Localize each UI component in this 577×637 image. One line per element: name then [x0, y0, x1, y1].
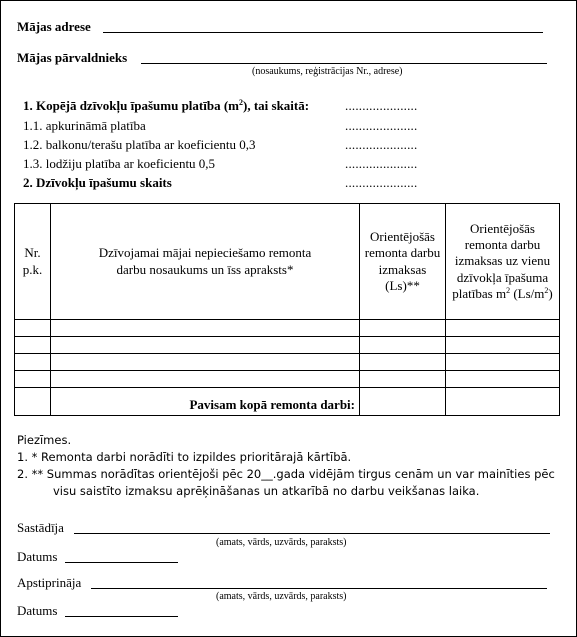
table-cell[interactable] [360, 320, 446, 337]
balcony-area-value[interactable]: ..................... [345, 137, 418, 152]
col-header-number: Nr. p.k. [15, 204, 51, 320]
notes-section [17, 432, 555, 500]
compiled-hint: (amats, vārds, uzvārds, paraksts) [216, 537, 347, 548]
table-cell[interactable] [15, 371, 51, 388]
table-cell[interactable] [446, 354, 560, 371]
col-header-cost: Orientējošās remonta darbu izmaksas (Ls)** [360, 204, 446, 320]
apartment-count-label: 2. Dzīvokļu īpašumu skaits [23, 175, 172, 190]
col-header-cost-per-m2: Orientējošās remonta darbu izmaksas uz vienu dzīvokļa īpašuma platības $m^2$ $(Ls/m^2)$ [446, 204, 560, 320]
date-label-1: Datums [17, 549, 58, 564]
table-row [15, 337, 560, 354]
manager-field-line[interactable] [141, 63, 547, 64]
repair-works-table [14, 203, 560, 416]
manager-hint: (nosaukums, reģistrācijas Nr., adrese) [252, 66, 403, 77]
approved-field-line[interactable] [91, 588, 547, 589]
table-cell [15, 388, 51, 416]
table-cell[interactable] [51, 320, 360, 337]
table-cell[interactable] [360, 354, 446, 371]
table-cell[interactable] [51, 354, 360, 371]
address-field-line[interactable] [103, 32, 543, 33]
address-label: Mājas adrese [17, 19, 91, 34]
table-row [15, 354, 560, 371]
col-header-description: Dzīvojamai mājai nepieciešamo remonta darbu nosaukums un īss apraksts* [51, 204, 360, 320]
total-area-label: 1. Kopējā dzīvokļu īpašumu platība $(m^2)$, tai skaitā: [23, 98, 310, 113]
table-cell[interactable] [51, 337, 360, 354]
note-2-line-1: 2. ** Summas norādītas orientējoši pēc 20__.gada vidējām tirgus cenām un var mainīties pēc [17, 467, 555, 481]
table-cell[interactable] [360, 371, 446, 388]
notes-title: Piezīmes. [17, 433, 72, 447]
date-label-2: Datums [17, 603, 58, 618]
approved-hint: (amats, vārds, uzvārds, paraksts) [216, 591, 347, 602]
table-cell[interactable] [360, 337, 446, 354]
date-field-line-2[interactable] [65, 616, 178, 617]
compiled-field-line[interactable] [74, 533, 550, 534]
total-label: Pavisam kopā remonta darbi: [51, 388, 360, 416]
total-cost-cell[interactable] [360, 388, 446, 416]
table-cell[interactable] [446, 371, 560, 388]
table-cell[interactable] [51, 371, 360, 388]
table-cell[interactable] [15, 320, 51, 337]
table-row [15, 320, 560, 337]
approved-label: Apstiprināja [17, 575, 82, 590]
table-cell[interactable] [15, 337, 51, 354]
note-1: 1. * Remonta darbi norādīti to izpildes prioritārajā kārtībā. [17, 450, 352, 464]
loggia-area-label: 1.3. lodžiju platība ar koeficientu 0,5 [23, 156, 216, 171]
date-field-line-1[interactable] [65, 562, 178, 563]
compiled-label: Sastādīja [17, 520, 64, 535]
total-area-value[interactable]: ..................... [345, 98, 418, 113]
table-row [15, 371, 560, 388]
table-header-row [15, 204, 560, 320]
table-cell[interactable] [446, 320, 560, 337]
table-cell[interactable] [15, 354, 51, 371]
loggia-area-value[interactable]: ..................... [345, 156, 418, 171]
total-cost-per-m2-cell[interactable] [446, 388, 560, 416]
balcony-area-label: 1.2. balkonu/terašu platība ar koeficientu 0,3 [23, 137, 256, 152]
manager-label: Mājas pārvaldnieks [17, 50, 128, 65]
table-total-row [15, 388, 560, 416]
apartment-count-value[interactable]: ..................... [345, 175, 418, 190]
table-cell[interactable] [446, 337, 560, 354]
note-2-line-2: visu saistīto izmaksu aprēķināšanas un atkarībā no darbu veikšanas laika. [53, 484, 480, 498]
heated-area-value[interactable]: ..................... [345, 118, 418, 133]
heated-area-label: 1.1. apkurināmā platība [23, 118, 146, 133]
